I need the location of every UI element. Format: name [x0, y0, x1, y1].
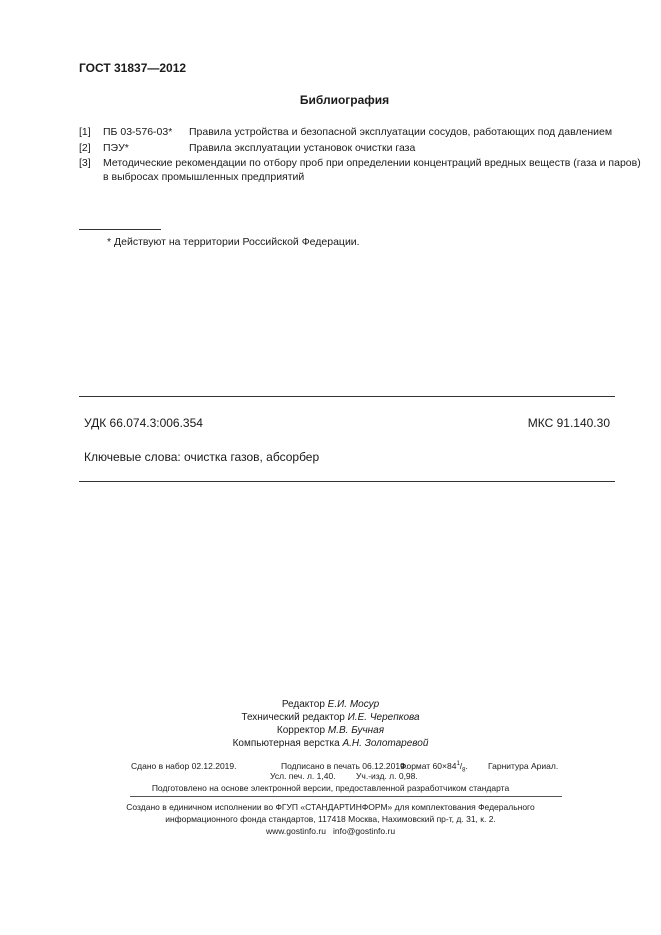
- print-typeface: Гарнитура Ариал.: [488, 761, 559, 771]
- credit-layout: Компьютерная верстка А.Н. Золотаревой: [232, 738, 429, 749]
- website-link[interactable]: www.gostinfo.ru: [265, 826, 326, 836]
- bibliography-list: [1] ПБ 03-576-03* Правила устройства и безопасной эксплуатации сосудов, работающих под давлением [2] ПЭУ* Правила эксплуатации установок очистки газа [3] Методические рекомендации по отбору проб при определении концентраций вредных веществ (газа и паров) в выбросах промышленных предприятий: [79, 126, 641, 183]
- top-divider: [79, 396, 615, 397]
- credit-tech-editor: Технический редактор И.Е. Черепкова: [241, 712, 420, 723]
- publisher-line-1: Создано в единичном исполнении во ФГУП «СТАНДАРТИНФОРМ» для комплектования Федерального: [126, 802, 535, 812]
- print-prepared: Подготовлено на основе электронной версии, предоставленной разработчиком стандарта: [151, 783, 510, 793]
- credit-editor: Редактор Е.И. Мосур: [281, 699, 380, 710]
- print-format: Формат $60\times 84^1/_8$.: [400, 761, 468, 774]
- mks-code: МКС 91.140.30: [527, 416, 610, 430]
- bottom-divider: [79, 481, 615, 482]
- email-link[interactable]: info@gostinfo.ru: [333, 826, 396, 836]
- footnote-divider: [79, 229, 161, 230]
- keywords: Ключевые слова: очистка газов, абсорбер: [84, 450, 320, 464]
- credit-corrector: Корректор М.В. Бучная: [276, 725, 385, 736]
- publisher-contacts: [0, 826, 661, 836]
- publisher-divider: [130, 796, 562, 797]
- document-header: ГОСТ 31837—2012: [79, 61, 187, 75]
- publisher-line-2: информационного фонда стандартов, 117418 Москва, Нахимовский пр-т, д. 31, к. 2.: [165, 814, 496, 824]
- section-title: Библиография: [299, 93, 390, 107]
- footnote: * Действуют на территории Российской Федерации.: [107, 236, 360, 248]
- print-submitted: Сдано в набор 02.12.2019.: [131, 761, 237, 771]
- print-uch: Уч.-изд. л. 0,98.: [356, 771, 418, 781]
- print-signed: Подписано в печать 06.12.2019.: [281, 761, 408, 771]
- udk-code: УДК 66.074.3:006.354: [84, 416, 203, 430]
- print-usl: Усл. печ. л. 1,40.: [270, 771, 336, 781]
